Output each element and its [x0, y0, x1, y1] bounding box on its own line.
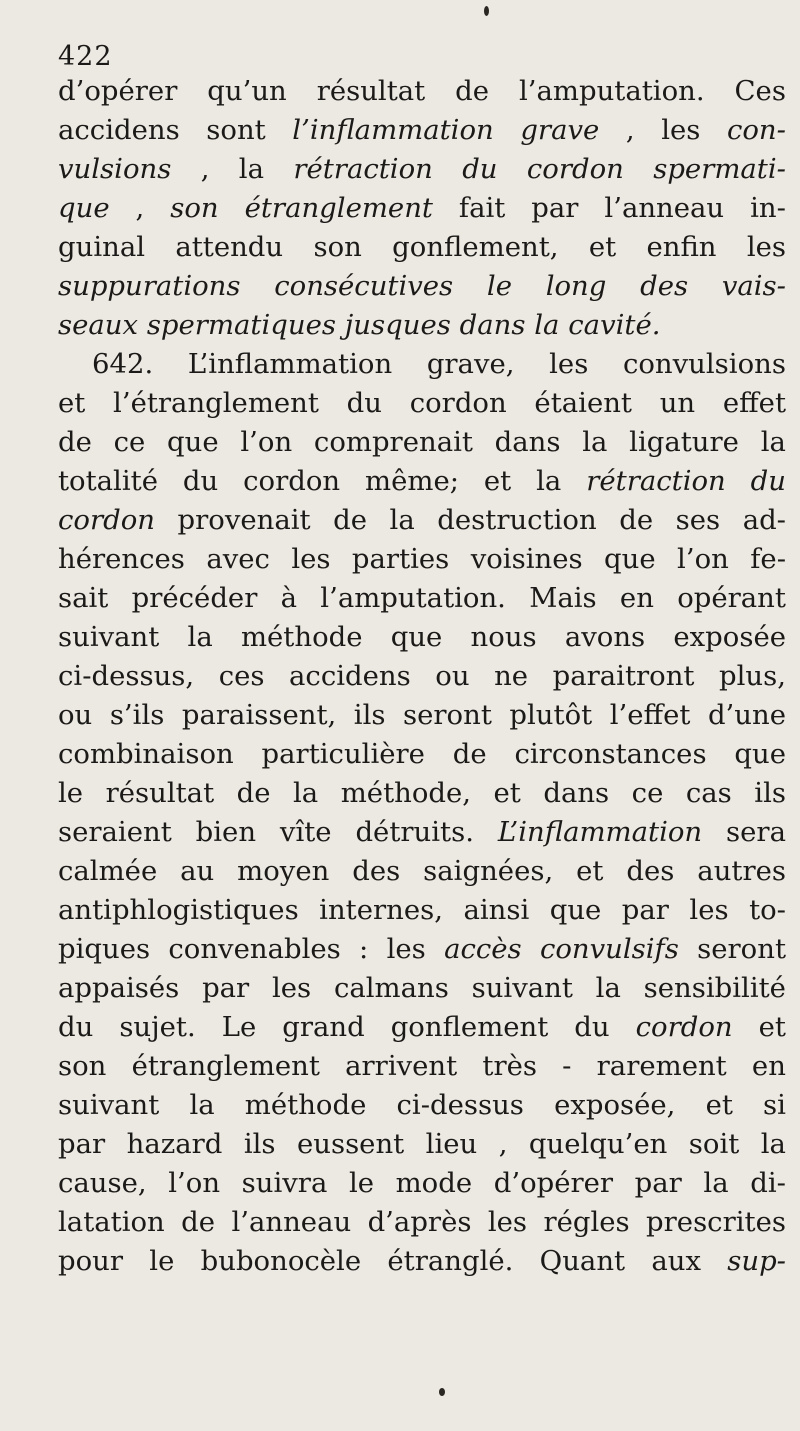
- word: hérences: [58, 543, 185, 575]
- word: étranglement: [244, 192, 433, 224]
- word: accidens: [58, 114, 180, 146]
- word: étaient: [534, 387, 632, 419]
- word: du: [750, 465, 786, 497]
- word: les: [487, 1206, 528, 1238]
- word: grave,: [426, 348, 515, 380]
- word: la: [389, 504, 415, 536]
- word: détruits.: [355, 816, 474, 848]
- word: opérant: [677, 582, 786, 614]
- word: rétraction: [293, 153, 433, 185]
- word: cordon: [635, 1011, 733, 1043]
- word: suivant: [58, 621, 160, 653]
- word: particulière: [261, 738, 425, 770]
- word: du: [58, 1011, 94, 1043]
- word: les: [746, 231, 786, 263]
- word: l’effet: [609, 699, 691, 731]
- word: la: [189, 1089, 215, 1121]
- word: ils: [243, 1128, 276, 1160]
- text-line: [58, 774, 786, 813]
- word: par: [634, 1167, 682, 1199]
- word: autres: [697, 855, 786, 887]
- word: cordon: [58, 504, 155, 536]
- word: sujet.: [119, 1011, 196, 1043]
- text-line: [58, 1125, 786, 1164]
- word: convulsifs: [539, 933, 679, 965]
- word: exposée,: [554, 1089, 676, 1121]
- word: spermati-: [653, 153, 786, 185]
- word: sont: [206, 114, 266, 146]
- word: ,: [135, 192, 145, 224]
- word: à: [280, 582, 298, 614]
- page-number: 422: [58, 41, 113, 72]
- word: le: [348, 1167, 375, 1199]
- word: du: [182, 465, 219, 497]
- word: :: [359, 933, 369, 965]
- word: un: [659, 387, 696, 419]
- word: et: [576, 855, 604, 887]
- word: ou: [58, 699, 93, 731]
- text-line: [58, 1086, 786, 1125]
- word: plus,: [719, 660, 786, 692]
- word: d’après: [367, 1206, 472, 1238]
- word: ci-dessus: [396, 1089, 524, 1121]
- text-line: [58, 618, 786, 657]
- word: méthode: [244, 1089, 367, 1121]
- word: les: [271, 972, 312, 1004]
- text-line: [58, 1164, 786, 1203]
- text-line: [58, 891, 786, 930]
- word: la: [187, 621, 213, 653]
- text-line: [58, 267, 786, 306]
- word: précéder: [131, 582, 258, 614]
- ink-speck: [484, 6, 489, 16]
- word: attendu: [175, 231, 284, 263]
- word: gonflement,: [392, 231, 559, 263]
- word: piques: [58, 933, 151, 965]
- word: seront: [697, 933, 786, 965]
- word: to-: [749, 894, 786, 926]
- word: de: [455, 75, 490, 107]
- word: ,: [498, 1128, 508, 1160]
- word: antiphlogistiques: [58, 894, 299, 926]
- word: de: [58, 426, 92, 458]
- word: sait: [58, 582, 109, 614]
- text-line: [58, 1242, 786, 1281]
- word: seraient: [58, 816, 172, 848]
- word: calmans: [333, 972, 449, 1004]
- word: sensibilité: [643, 972, 786, 1004]
- word: d’opérer: [58, 75, 178, 107]
- word: avons: [564, 621, 646, 653]
- text-line: [58, 111, 786, 150]
- word: vais-: [721, 270, 786, 302]
- text-line: [58, 423, 786, 462]
- word: du: [346, 387, 382, 419]
- word: Mais: [529, 582, 597, 614]
- word: même;: [365, 465, 459, 497]
- word: du: [574, 1011, 610, 1043]
- word: eussent: [296, 1128, 405, 1160]
- body-text: [58, 72, 786, 1281]
- word: soit: [688, 1128, 740, 1160]
- word: dans: [459, 309, 526, 341]
- word: guinal: [58, 231, 146, 263]
- word: son: [313, 231, 362, 263]
- word: très: [482, 1050, 537, 1082]
- word: ,: [200, 153, 210, 185]
- word: Quant: [539, 1245, 626, 1277]
- word: résultat: [105, 777, 215, 809]
- word: ne: [494, 660, 529, 692]
- text-line: [58, 501, 786, 540]
- word: paraissent,: [181, 699, 337, 731]
- word: son: [58, 1050, 107, 1082]
- word: que: [549, 894, 602, 926]
- word: internes,: [319, 894, 443, 926]
- word: du: [462, 153, 498, 185]
- word: d’opérer: [493, 1167, 614, 1199]
- word: combinaison: [58, 738, 234, 770]
- word: méthode: [240, 621, 363, 653]
- word: ses: [675, 504, 721, 536]
- word: que: [58, 192, 110, 224]
- text-line: [58, 462, 786, 501]
- text-line: [58, 930, 786, 969]
- word: ligature: [629, 426, 739, 458]
- word: grave: [520, 114, 600, 146]
- word: consécutives: [274, 270, 454, 302]
- word: seaux: [58, 309, 139, 341]
- ink-speck: [439, 1388, 445, 1396]
- word: par: [621, 894, 669, 926]
- word: saignées,: [423, 855, 554, 887]
- word: con-: [726, 114, 786, 146]
- word: appaisés: [58, 972, 180, 1004]
- word: suivant: [471, 972, 573, 1004]
- word: destruction: [437, 504, 597, 536]
- text-line: [58, 852, 786, 891]
- word: arrivent: [345, 1050, 458, 1082]
- word: Ces: [734, 75, 786, 107]
- word: s’ils: [109, 699, 165, 731]
- word: L’inflammation: [187, 348, 393, 380]
- word: pour: [58, 1245, 124, 1277]
- word: que: [167, 426, 219, 458]
- word: de: [452, 738, 487, 770]
- word: et: [705, 1089, 733, 1121]
- word: en: [751, 1050, 786, 1082]
- text-line: [58, 1203, 786, 1242]
- word: le: [58, 777, 84, 809]
- word: de: [236, 777, 271, 809]
- word: cause,: [58, 1167, 147, 1199]
- text-line: [58, 384, 786, 423]
- text-line: [58, 969, 786, 1008]
- word: si: [763, 1089, 786, 1121]
- text-line: [58, 579, 786, 618]
- word: en: [619, 582, 654, 614]
- word: convulsions: [622, 348, 786, 380]
- word: méthode,: [340, 777, 472, 809]
- word: l’étranglement: [113, 387, 319, 419]
- word: plutôt: [509, 699, 593, 731]
- word: bien: [195, 816, 257, 848]
- word: le: [486, 270, 512, 302]
- word: convenables: [168, 933, 341, 965]
- word: 642.: [92, 348, 154, 380]
- word: l’on: [240, 426, 293, 458]
- word: les: [549, 348, 589, 380]
- word: la: [536, 465, 562, 497]
- text-line: [58, 72, 786, 111]
- word: exposée: [673, 621, 786, 653]
- word: que: [734, 738, 786, 770]
- word: cordon: [526, 153, 624, 185]
- word: sup-: [727, 1245, 786, 1277]
- word: la: [293, 777, 319, 809]
- word: l’amputation.: [518, 75, 705, 107]
- word: cavité.: [568, 309, 661, 341]
- word: -: [562, 1050, 572, 1082]
- word: étranglement: [131, 1050, 320, 1082]
- word: enfin: [646, 231, 717, 263]
- word: suivra: [241, 1167, 328, 1199]
- word: que: [390, 621, 443, 653]
- text-line: [58, 657, 786, 696]
- word: suivant: [58, 1089, 160, 1121]
- word: la: [760, 426, 786, 458]
- text-line: [58, 540, 786, 579]
- word: la: [760, 1128, 786, 1160]
- word: le: [149, 1245, 175, 1277]
- word: calmée: [58, 855, 158, 887]
- word: comprenait: [313, 426, 473, 458]
- word: son: [170, 192, 219, 224]
- text-line: [58, 150, 786, 189]
- word: lieu: [425, 1128, 478, 1160]
- word: de: [333, 504, 368, 536]
- word: l’amputation.: [320, 582, 506, 614]
- word: et: [493, 777, 521, 809]
- word: l’on: [677, 543, 729, 575]
- word: long: [545, 270, 607, 302]
- text-line: [58, 345, 786, 384]
- word: la: [534, 309, 560, 341]
- word: de: [181, 1206, 216, 1238]
- word: l’on: [168, 1167, 221, 1199]
- word: dans: [494, 426, 561, 458]
- word: latation: [58, 1206, 165, 1238]
- text-line: [58, 696, 786, 735]
- word: la: [582, 426, 608, 458]
- word: les: [689, 894, 729, 926]
- word: résultat: [316, 75, 426, 107]
- word: aux: [651, 1245, 701, 1277]
- word: que: [604, 543, 656, 575]
- word: accidens: [289, 660, 411, 692]
- word: régles: [543, 1206, 630, 1238]
- word: hazard: [126, 1128, 223, 1160]
- word: avec: [206, 543, 270, 575]
- word: l’inflammation: [292, 114, 494, 146]
- word: la: [238, 153, 264, 185]
- text-line: [58, 189, 786, 228]
- word: et: [58, 387, 86, 419]
- word: di-: [750, 1167, 786, 1199]
- word: la: [595, 972, 621, 1004]
- word: circonstances: [514, 738, 707, 770]
- word: par: [531, 192, 579, 224]
- word: dans: [543, 777, 610, 809]
- word: au: [180, 855, 215, 887]
- word: nous: [470, 621, 537, 653]
- word: qu’un: [207, 75, 287, 107]
- text-line: [58, 1008, 786, 1047]
- word: et: [758, 1011, 786, 1043]
- word: grand: [282, 1011, 365, 1043]
- word: cas: [685, 777, 732, 809]
- word: accès: [444, 933, 522, 965]
- word: effet: [722, 387, 786, 419]
- word: bubonocèle: [200, 1245, 362, 1277]
- word: les: [386, 933, 426, 965]
- word: quelqu’en: [528, 1128, 668, 1160]
- word: mode: [395, 1167, 473, 1199]
- word: ainsi: [463, 894, 530, 926]
- text-line: [58, 228, 786, 267]
- word: sera: [726, 816, 786, 848]
- word: de: [619, 504, 654, 536]
- word: ce: [113, 426, 146, 458]
- word: l’anneau: [604, 192, 725, 224]
- word: fe-: [750, 543, 786, 575]
- text-line: [58, 306, 786, 345]
- word: les: [661, 114, 701, 146]
- word: des: [640, 270, 689, 302]
- word: ce: [631, 777, 664, 809]
- word: prescrites: [646, 1206, 786, 1238]
- word: vulsions: [58, 153, 172, 185]
- word: ces: [218, 660, 265, 692]
- word: paraitront: [552, 660, 695, 692]
- word: la: [703, 1167, 729, 1199]
- word: les: [291, 543, 331, 575]
- word: spermatiques: [146, 309, 336, 341]
- word: totalité: [58, 465, 158, 497]
- word: provenait: [177, 504, 311, 536]
- word: et: [483, 465, 512, 497]
- word: seront: [403, 699, 492, 731]
- word: par: [202, 972, 250, 1004]
- word: moyen: [237, 855, 330, 887]
- word: gonflement: [390, 1011, 549, 1043]
- word: ils: [353, 699, 386, 731]
- word: des: [352, 855, 401, 887]
- word: d’une: [707, 699, 786, 731]
- word: in-: [750, 192, 786, 224]
- word: ad-: [742, 504, 786, 536]
- word: fait: [458, 192, 506, 224]
- word: vîte: [279, 816, 332, 848]
- word: voisines: [470, 543, 583, 575]
- word: des: [626, 855, 675, 887]
- word: ci-dessus,: [58, 660, 195, 692]
- text-line: [58, 813, 786, 852]
- word: rarement: [596, 1050, 727, 1082]
- word: ils: [754, 777, 786, 809]
- text-line: [58, 1047, 786, 1086]
- word: suppurations: [58, 270, 241, 302]
- word: rétraction: [586, 465, 726, 497]
- word: par: [58, 1128, 106, 1160]
- word: jusques: [344, 309, 451, 341]
- word: L’inflammation: [497, 816, 703, 848]
- word: Le: [221, 1011, 257, 1043]
- word: parties: [351, 543, 450, 575]
- word: étranglé.: [387, 1245, 514, 1277]
- text-line: [58, 735, 786, 774]
- word: cordon: [409, 387, 507, 419]
- word: l’anneau: [231, 1206, 352, 1238]
- word: et: [588, 231, 617, 263]
- word: cordon: [243, 465, 341, 497]
- word: ,: [625, 114, 635, 146]
- word: ou: [435, 660, 470, 692]
